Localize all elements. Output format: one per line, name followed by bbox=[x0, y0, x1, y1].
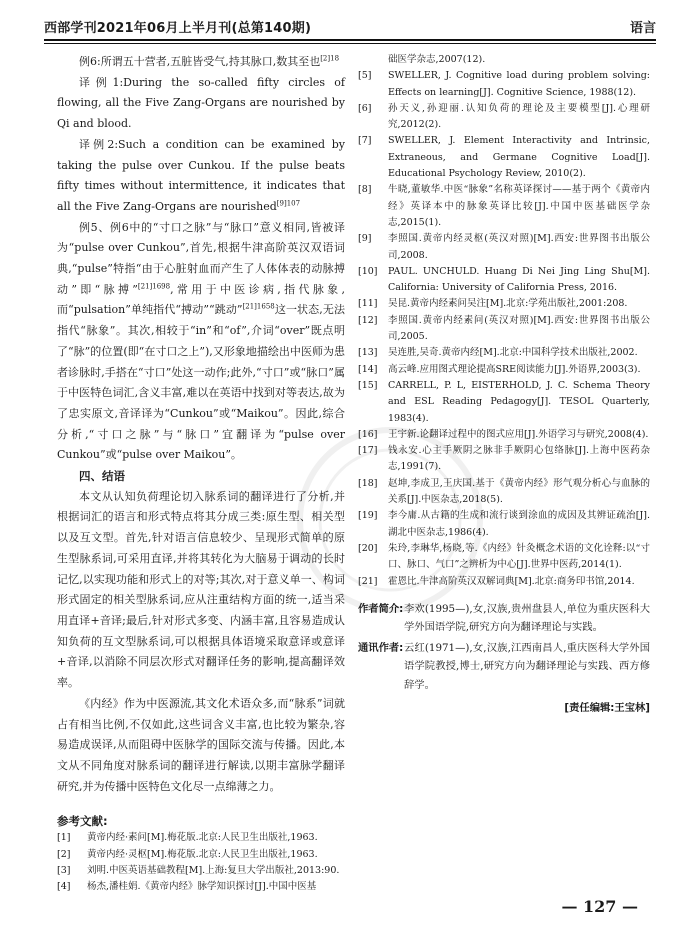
page-header bbox=[44, 0, 656, 43]
example-6-translation-1: 译例1:During the so-called fifty circles of flowing, all the Five Zang-Organs are nourished by Qi and blood. bbox=[57, 75, 345, 131]
references-heading: 参考文献: bbox=[57, 814, 108, 829]
corresponding-author-bio bbox=[358, 639, 650, 695]
author-bio-text: 李欢(1995—),女,汉族,贵州盘县人,单位为重庆医科大学外国语学院,研究方向为翻译理论与实践。 bbox=[404, 602, 650, 634]
reference-item: [8] 牛晓,董敏华.中医“脉象”名称英译探讨——基于两个《黄帝内经》英译本中的脉象英译比较[J].中国中医基础医学杂志,2015(1). bbox=[358, 184, 650, 228]
reference-item: [4] 杨杰,潘桂娟.《黄帝内经》脉学知识探讨[J].中国中医基 bbox=[57, 881, 317, 893]
right-column bbox=[358, 52, 650, 719]
corresponding-author-text: 云红(1971—),女,汉族,江西南昌人,重庆医科大学外国语学院教授,博士,研究方向为翻译理论与实践、西方修辞学。 bbox=[404, 641, 650, 691]
reference-item: [7] SWELLER, J. Element Interactivity and Intrinsic, Extraneous, and Germane Cognitive Load[J]. Educational Psychology Review, 2010(2). bbox=[358, 135, 650, 180]
reference-item: [18] 赵坤,李成卫,王庆国.基于《黄帝内经》形气观分析心与血脉的关系[J].中医杂志,2018(5). bbox=[358, 477, 650, 506]
journal-issue-title: 西部学刊2021年06月上半月刊(总第140期) bbox=[44, 21, 312, 36]
header-rule-thin bbox=[44, 43, 656, 44]
reference-item: [9] 李照国.黄帝内经灵枢(英汉对照)[M].西安:世界图书出版公司,2008. bbox=[358, 233, 650, 261]
left-column bbox=[57, 52, 345, 896]
reference-item: [17] 钱永安.心主手厥阴之脉非手厥阴心包络脉[J].上海中医药杂志,1991(7). bbox=[358, 445, 650, 473]
reference-item: [12] 李照国.黄帝内经素问(英汉对照)[M].西安:世界图书出版公司,2005. bbox=[358, 314, 650, 343]
page-number: — 127 — bbox=[561, 897, 638, 916]
reference-item: [21] 霍恩比.牛津高阶英汉双解词典[M].北京:商务印书馆,2014. bbox=[358, 575, 635, 587]
reference-item: [3] 刘明.中医英语基础教程[M].上海:复旦大学出版社,2013:90. bbox=[57, 864, 340, 876]
analysis-paragraph: 例5、例6中的“寸口之脉”与“脉口”意义相同,皆被译为“pulse over Cunkou”,首先,根据牛津高阶英汉双语词典,“pulse”特指“由于心脏射血而产生了人体体表的动脉搏动”即“脉搏”$^{[21]1698}$,常用于中医诊病,指代脉象,而“pulsation”单纯指代“搏动”“跳动”$^{[21]1658}$这一状态,无法指代“脉象”。其次,相较于“in”和“of”,介词“over”既点明了“脉”的位置(即“在寸口之上”),又形象地描绘出中医师为患者诊脉时,手搭在“寸口”处这一动作;此外,“寸口”或“脉口”属于中医特色词汇,含义丰富,难以在英语中找到对等表达,故为了忠实原文,音译译为“Cunkou”或“Maikou”。因此,综合分析,“寸口之脉”与“脉口”宜翻译为“pulse over Cunkou”或“pulse over Maikou”。 bbox=[57, 220, 345, 462]
reference-item: [6] 孙天义,孙迎丽.认知负荷的理论及主要模型[J].心理研究,2012(2). bbox=[358, 102, 650, 131]
responsible-editor: [责任编辑:王宝林] bbox=[564, 702, 650, 715]
author-bio-label: 作者简介: bbox=[358, 602, 404, 615]
reference-item: [15] CARRELL, P. L, EISTERHOLD, J. C. Schema Theory and ESL Reading Pedagogy[J]. TESOL Quarterly, 1983(4). bbox=[358, 379, 650, 424]
example-6-translation-2: 译例2:Such a condition can be examined by taking the pulse over Cunkou. If the pulse beats fifty times without intermittence, it indicates that all the Five Zang-Organs are nourished$^{[9]107}$ bbox=[57, 137, 345, 213]
references-list-right bbox=[358, 68, 650, 590]
reference-item: [2] 黄帝内经·灵枢[M].梅花版.北京:人民卫生出版社,1963. bbox=[57, 848, 318, 860]
reference-continuation: 础医学杂志,2007(12). bbox=[388, 54, 486, 65]
corresponding-author-label: 通讯作者: bbox=[358, 641, 404, 654]
reference-item: [13] 吴连胜,吴奇.黄帝内经[M].北京:中国科学技术出版社,2002. bbox=[358, 347, 638, 359]
reference-item: [5] SWELLER, J. Cognitive load during problem solving: Effects on learning[J]. Cognitive Science, 1988(12). bbox=[358, 70, 650, 98]
header-rule-thick bbox=[44, 39, 656, 41]
conclusion-paragraph-2: 《内经》作为中医源流,其文化术语众多,而“脉系”词就占有相当比例,不仅如此,这些词含义丰富,也比较为繁杂,容易造成误译,从而阻碍中医脉学的国际交流与传播。因此,本文从不同角度对脉系词的翻译进行解读,以期丰富脉学翻译研究,并为传播中医特色文化尽一点绵薄之力。 bbox=[57, 696, 345, 793]
reference-item: [20] 朱玲,李琳华,杨晓,等.《内经》针灸概念术语的文化诠释:以“寸口、脉口、气口”之辨析为中心[J].世界中医药,2014(1). bbox=[358, 542, 650, 571]
references-list-left bbox=[57, 830, 345, 895]
conclusion-paragraph-1: 本文从认知负荷理论切入脉系词的翻译进行了分析,并根据词汇的语言和形式特点将其分成三类:原生型、相关型以及互文型。首先,针对语言信息较少、呈现形式简单的原生型脉系词,可采用直译,并将其转化为大脑易于调动的长时记忆,以实现功能和形式上的对等;其次,对于意义单一、构词形式固定的相关型脉系词,应从注重结构方面的统一,适当采用直译+音译;最后,针对形式多变、内涵丰富,且容易造成认知负荷的互文型脉系词,可以根据具体语境采取意译或意译+音译,以消除不同层次形式对翻译任务的影响,提高翻译效率。 bbox=[57, 489, 345, 690]
example-6-chinese: 例6:所谓五十营者,五脏皆受气,持其脉口,数其至也$^{[2]18}$ bbox=[79, 54, 340, 68]
reference-item: [1] 黄帝内经·素问[M].梅花版.北京:人民卫生出版社,1963. bbox=[57, 832, 318, 844]
reference-item: [16] 王宇新.论翻译过程中的图式应用[J].外语学习与研究,2008(4). bbox=[358, 428, 649, 440]
reference-item: [11] 吴昆.黄帝内经素问吴注[M].北京:学苑出版社,2001:208. bbox=[358, 298, 628, 310]
reference-item: [10] PAUL. UNCHULD. Huang Di Nei Jing Ling Shu[M]. California: University of California Press, 2016. bbox=[358, 265, 650, 294]
reference-item: [19] 李今庸.从古籍的生成和流行谈到涂血的成因及其辨证疏治[J].湖北中医杂志,1986(4). bbox=[358, 510, 650, 538]
reference-item: [14] 高云峰.应用图式理论提高SRE阅读能力[J].外语界,2003(3). bbox=[358, 363, 641, 375]
author-bio bbox=[358, 600, 650, 637]
section-heading-conclusion: 四、结语 bbox=[79, 469, 125, 484]
section-label: 语言 bbox=[629, 21, 656, 36]
